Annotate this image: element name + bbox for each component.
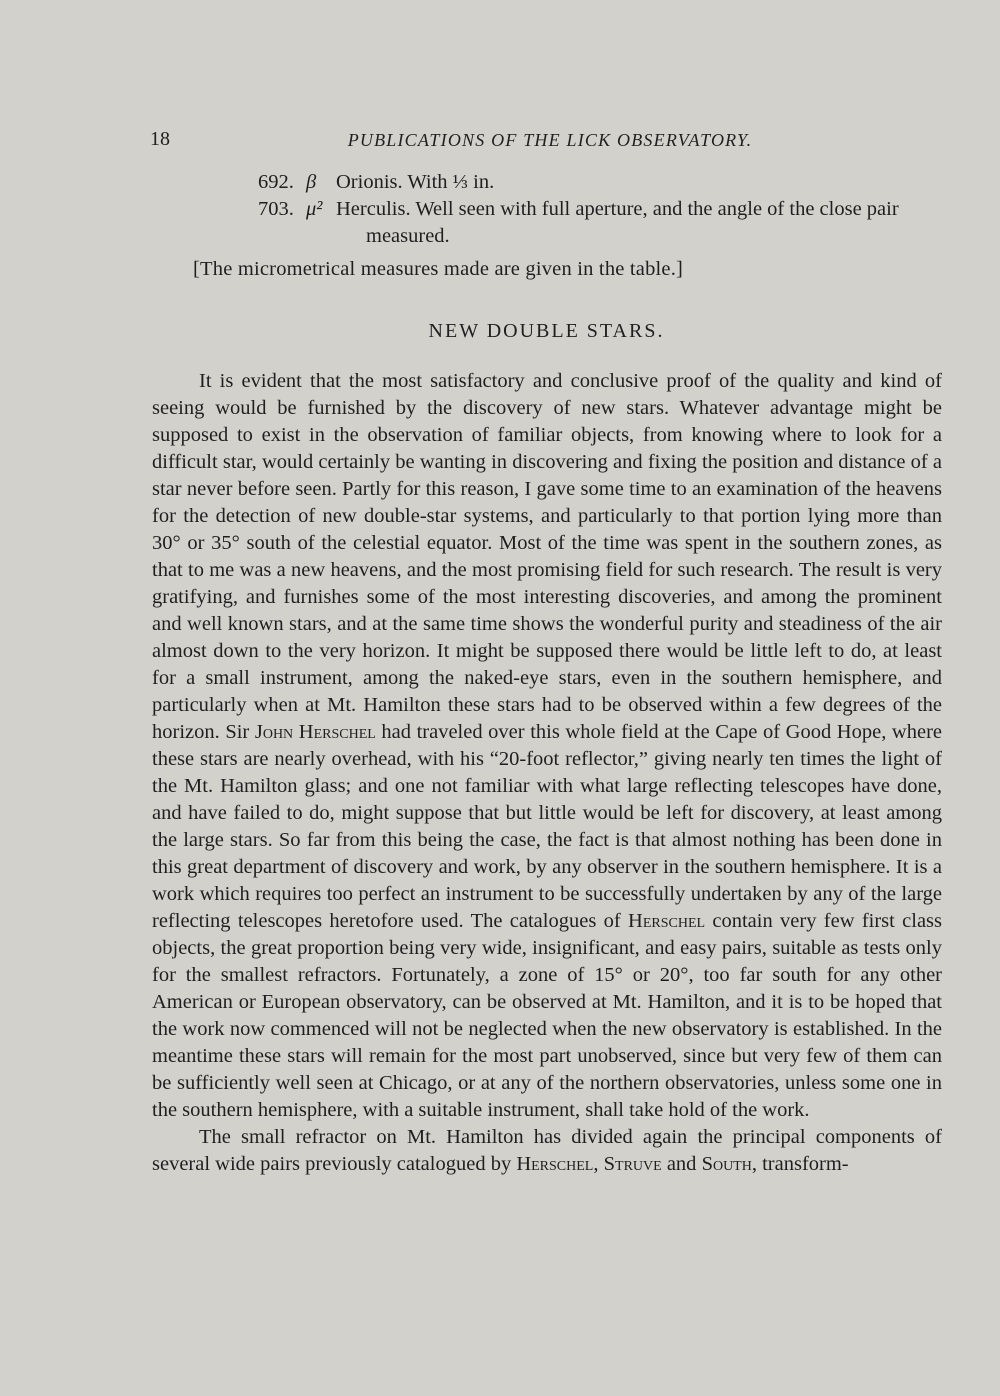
body-text <box>152 368 942 1178</box>
page-number: 18 <box>150 128 170 150</box>
list-item <box>258 169 948 196</box>
entry-number: 703. <box>258 198 294 220</box>
text-run: , transform- <box>751 1153 849 1175</box>
paragraph <box>152 1124 942 1178</box>
paragraph <box>152 368 942 1124</box>
entry-symbol: μ² <box>306 198 323 220</box>
person-name: South <box>701 1153 752 1175</box>
entry-text: Orionis. With ⅓ in. <box>336 171 495 193</box>
list-item <box>258 196 948 250</box>
star-entries <box>258 169 948 250</box>
person-name: Herschel <box>516 1153 594 1175</box>
person-name: Struve <box>603 1153 662 1175</box>
running-title: PUBLICATIONS OF THE LICK OBSERVATORY. <box>347 130 753 150</box>
text-run: and <box>661 1153 702 1175</box>
text-run: The small refractor on Mt. Hamilton has divided again the principal components of several wide pairs previously catalogued by <box>152 1126 942 1175</box>
person-name: Herschel <box>628 910 706 932</box>
text-run: contain very few first class objects, the great proportion being very wide, insignificant, and easy pairs, suitable as tests only for the smallest refractors. Fortunately, a zone of 15° or 20°, too far south for any other American or European observatory, can be observed at Mt. Hamilton, and it is to be hoped that the work now commenced will not be neglected when the new observatory is established. In the meantime these stars will remain for the most part unobserved, since but very few of them can be sufficiently well seen at Chicago, or at any of the northern observatories, unless some one in the southern hemisphere, with a suitable instrument, shall take hold of the work. <box>152 910 943 1121</box>
section-heading: NEW DOUBLE STARS. <box>428 320 665 342</box>
text-run: , <box>593 1153 604 1175</box>
page-header <box>150 128 950 156</box>
text-run: It is evident that the most satisfactory and conclusive proof of the quality and kind of seeing would be furnished by the discovery of new stars. Whatever advantage might be supposed to exist in the observation of familiar objects, from knowing where to look for a difficult star, would certainly be wanting in discovering and fixing the position and distance of a star never before seen. Partly for this reason, I gave some time to an examination of the heavens for the detection of new double-star systems, and particularly to that portion lying more than 30° or 35° south of the celestial equator. Most of the time was spent in the southern zones, as that to me was a new heavens, and the most promising field for such research. The result is very gratifying, and furnishes some of the most interesting discoveries, and among the prominent and well known stars, and at the same time shows the wonderful purity and steadiness of the air almost down to the very horizon. It might be supposed there would be little left to do, at least for a small instrument, among the naked-eye stars, even in the southern hemisphere, and particularly when at Mt. Hamilton these stars had to be observed within a few degrees of the horizon. Sir <box>152 370 942 743</box>
entry-symbol: β <box>306 171 317 193</box>
bracketed-note: [The micrometrical measures made are given in the table.] <box>193 258 684 280</box>
text-run: had traveled over this whole field at the Cape of Good Hope, where these stars are nearly overhead, with his “20-foot reflector,” giving nearly ten times the light of the Mt. Hamilton glass; and one not familiar with what large reflecting telescopes have done, and have failed to do, might suppose that but little would be left for discovery, at least among the large stars. So far from this being the case, the fact is that almost nothing has been done in this great department of discovery and work, by any observer in the southern hemisphere. It is a work which requires too perfect an instrument to be successfully undertaken by any of the large reflecting telescopes heretofore used. The catalogues of <box>152 721 942 932</box>
entry-text: Herculis. Well seen with full aperture, and the angle of the close pair measured. <box>336 198 899 247</box>
person-name: John Herschel <box>254 721 376 743</box>
entry-number: 692. <box>258 171 294 193</box>
